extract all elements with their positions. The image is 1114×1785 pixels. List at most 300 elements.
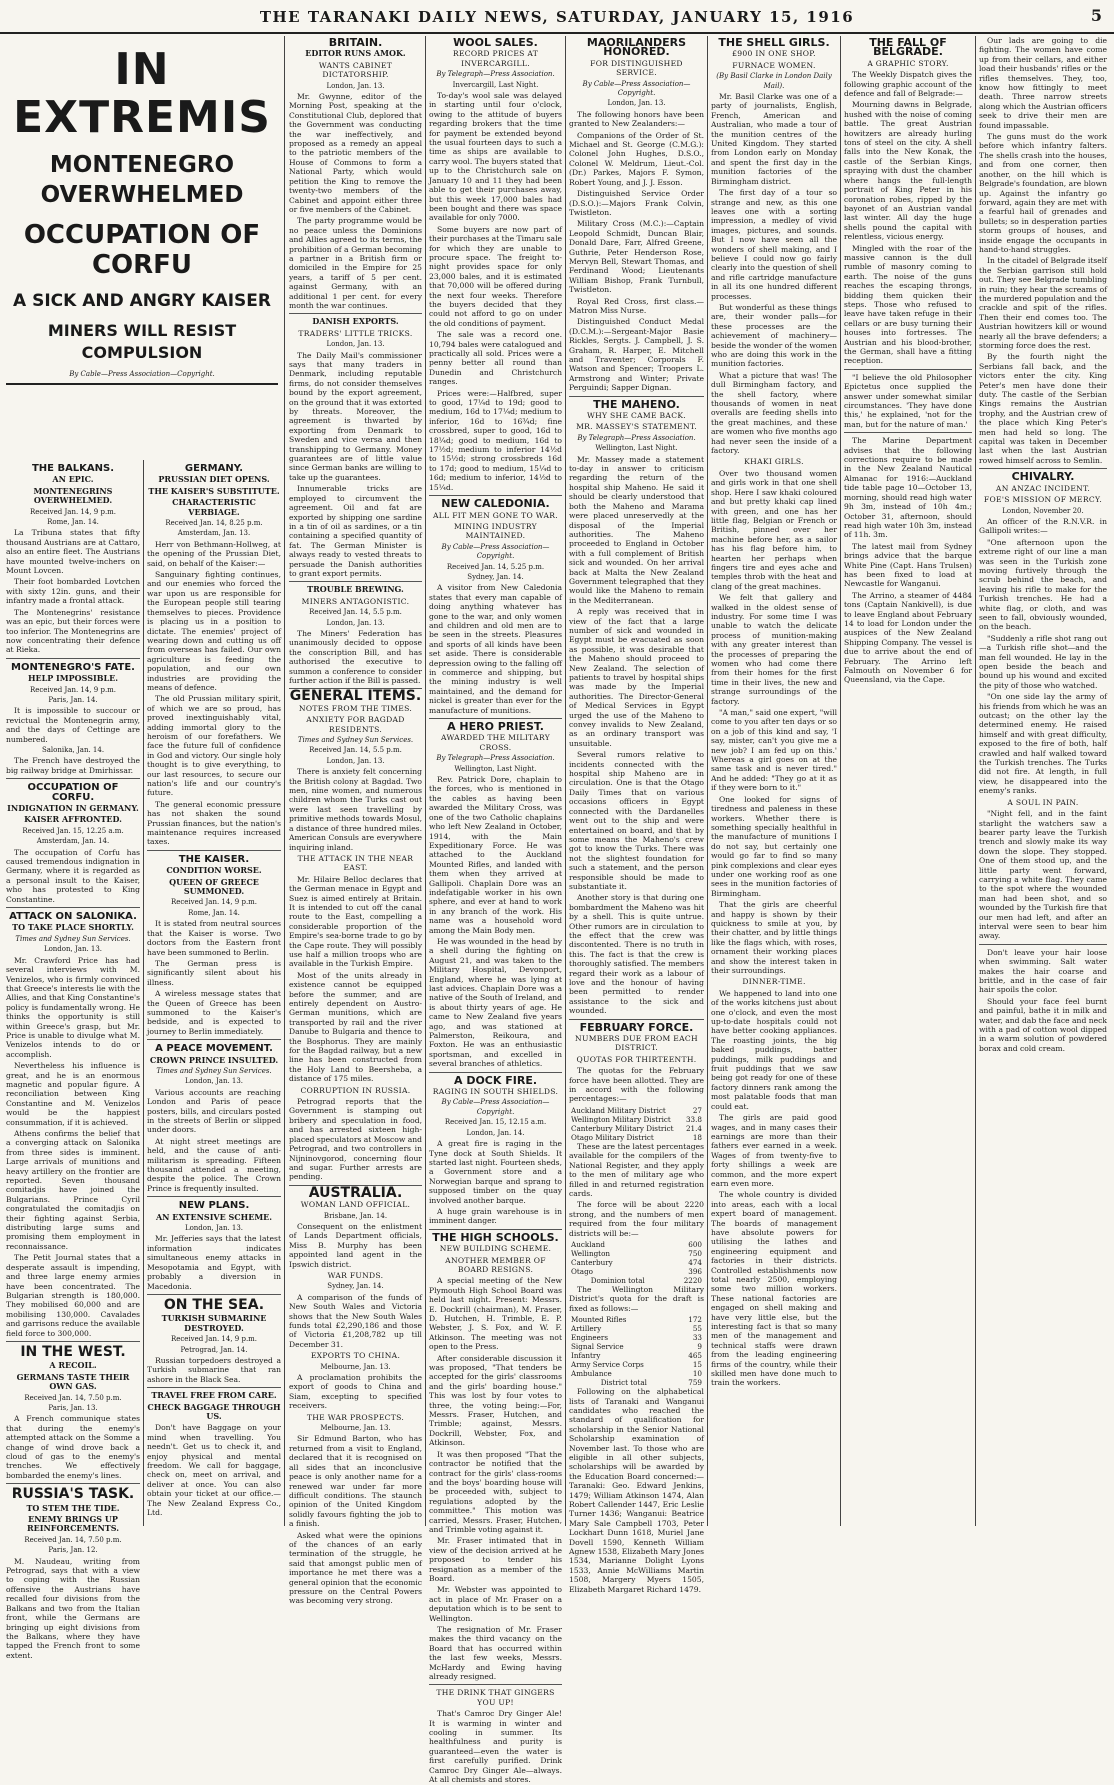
column-1a-balkans [6, 460, 140, 1660]
paragraph: The whole country is divided into areas, each with a local expert board of management. The boards of management have absolute powers for utilising the lathes and engineering equipment and factories in their districts. Controlled establishments now total nearly 2500, employing some two million workers. These national factories are engaged on shell making and have very little else, but the interesting fact is that so many men of the management and technical staffs were drawn from the leading engineering firms of the country, while their skilled men have done much to train the workers. [711, 1190, 837, 1388]
table-row [569, 1240, 704, 1249]
column-rule [284, 36, 285, 1526]
column-1b-germany [147, 460, 281, 1526]
paragraph: The resignation of Mr. Fraser makes the third vacancy on the Board that has occurred within the last few weeks, Messrs. McHardy and Ewing having already resigned. [429, 1625, 562, 1682]
subhead: PRUSSIAN DIET OPENS. [158, 474, 270, 485]
paragraph: The old Prussian military spirit, of which we are so proud, has proved inextinguishably vital, adding immortal glory to the heroism of our forefathers. We face the future full of confidence in God and victory. Our single holy thought is to give everything, to our last resources, to secure our nation's life and our country's future. [147, 694, 281, 798]
paragraph: "Suddenly a rifle shot rang out—a Turkish rifle shot—and the man fell wounded. He lay in the open beside the beach and bound up his wound and excited the pity of those who watched. [979, 633, 1107, 690]
subhead: EXPORTS TO CHINA. [310, 1351, 401, 1361]
paragraph: It is impossible to succour or revictual the Montenegrin army, and the days of Cettinge are numbered. [6, 706, 140, 744]
dateline: Sydney, Jan. 14. [327, 1282, 384, 1291]
dateline: London, Jan. 13. [184, 1224, 244, 1233]
belgrade-heading: THE FALL OF BELGRADE. [869, 36, 947, 59]
table-cell: 27 [692, 1105, 702, 1115]
table-row [569, 1360, 704, 1369]
paragraph: But wonderful as these things are, their wonder palls—for these processes are the achievement of machinery—beside the wonder of the women who are doing this work in the munition factories. [711, 302, 837, 369]
dateline: Rome, Jan. 14. [188, 908, 240, 917]
table-cell: 18 [692, 1132, 702, 1142]
table-cell: Wellington [571, 1248, 611, 1258]
paragraph: The Marine Department advises that the following corrections require to be made in the New Zealand Nautical Almanac for 1916:—Auckland tide table page 10—October 13, morning, should read high water 9h 3m, instead of 10h 4m.; October 31, afternoon, should read high water 10h 3m, instead of 11h. 3m. [844, 436, 972, 540]
dateline: Melbourne, Jan. 13. [320, 1424, 391, 1433]
column-2 [289, 36, 423, 1606]
paragraph: Distinguished Service Order (D.S.O.):—Majors Frank Colvin, Twistleton. [569, 189, 704, 217]
section-heading: RUSSIA'S TASK. [11, 1486, 135, 1503]
paragraph: In the citadel of Belgrade itself the Serbian garrison still hold out. They see Belgrade tumbling in ruin; they hear the screams of the murdered population and the crackle and spit of the rifles. Then their end comes too. The Austrian howitzers kill or wound nearly all the brave defenders; a storming force does the rest. [979, 256, 1107, 350]
dateline: Amsterdam, Jan. 13. [177, 529, 251, 538]
paragraph: The force will be about 2220 strong, and the numbers of men required from the four military districts will be:— [569, 1200, 704, 1238]
subhead: AN EXTENSIVE SCHEME. [155, 1211, 273, 1222]
paragraph: Petrograd reports that the Government is stamping out bribery and speculation in food, and has arrested sixteen high-placed speculators at Moscow and Petrograd, and two controllers in Nijninovgorod, concerning flour and sugar. Further arrests are pending. [289, 1097, 423, 1182]
divider [979, 944, 1107, 945]
paragraph: The girls are paid good wages, and in many cases their earnings are more than their fathers ever earned in a week. Wages of from twenty-five to forty shillings a week are common, and the more expert earn even more. [711, 1113, 837, 1188]
table-row [569, 1315, 704, 1324]
subhead: FOE'S MISSION OF MERCY. [983, 495, 1103, 505]
subhead: ENEMY BRINGS UP REINFORCEMENTS. [26, 1514, 120, 1534]
table-cell: 9 [697, 1342, 702, 1352]
section-heading: MONTENEGRO'S FATE. [11, 661, 135, 673]
dateline: Paris, Jan. 12. [48, 1546, 98, 1555]
paragraph: A huge grain warehouse is in imminent danger. [429, 1206, 562, 1226]
paragraph: It was then proposed "That the contractor be notified that the contract for the girls' class-rooms and the boys' boarding house will be proceeded with, subject to regulations adopted by the committee." This motion was carried, Messrs. Fraser, Hutchen, and Trimble voting against it. [429, 1449, 562, 1534]
paragraph: We happened to land into one of the works kitchens just about one o'clock, and even the most up-to-date hospitals could not have better cooking appliances. The roasting joints, the big baked puddings, batter puddings, milk puddings and fruit puddings that we saw being got ready for one of these factory dinners rank among the most palatable foods that man could eat. [711, 988, 837, 1111]
lead-headline-5: MINERS WILL RESIST COMPULSION [47, 321, 237, 362]
table-cell: 2220 [683, 1275, 702, 1285]
column-rule [565, 36, 566, 1526]
paragraph: There is anxiety felt concerning the British colony at Bagdad. Two men, nine women, and numerous children whom the Turks cast out were last seen travelling by primitive methods towards Mosul, a distance of three hundred miles. American Consuls are everywhere inquiring inland. [289, 767, 422, 852]
subhead: MR. MASSEY'S STATEMENT. [576, 422, 697, 432]
paragraph: A French communique states that during the enemy's attempted attack on the Somme a change of wind drove back a cloud of gas to the enemy's trenches. We effectively bombarded the enemy's lines. [6, 1414, 140, 1480]
paragraph: "I believe the old Philosopher Epictetus once supplied the answer under somewhat similar circumstances. 'They have done this,' he explained, 'not for the man, but for the nature of man.' [844, 372, 972, 429]
divider [429, 495, 562, 496]
dateline: London, Jan. 13. [326, 340, 385, 349]
paragraph: These are the latest percentages available for the compilers of the National Register, and they apply to the men of military age who filled in and returned registration cards. [569, 1141, 704, 1198]
paragraph: The Petit Journal states that a desperate assault is impending, and three large enemy armies have been concentrated. The Bulgarian strength is 180,000. They mobilised 60,000 and are mobilising 130,000. Cavalades and garrisons reduce the available field force to 300,000. [6, 1253, 140, 1338]
subhead: NOTES FROM THE TIMES. [298, 703, 413, 713]
table-cell: Engineers [571, 1333, 609, 1343]
subhead: TO STEM THE TIDE. [26, 1502, 120, 1513]
paragraph: Mr. Jefferies says that the latest information indicates simultaneous enemy attacks in Mesopotamia and Egypt, with probably a diversion in Macedonia. [147, 1234, 281, 1291]
subhead: TO TAKE PLACE SHORTLY. [12, 922, 134, 933]
dateline: London, Jan. 13. [607, 99, 666, 108]
paragraph: Mr. Fraser intimated that in view of the decision arrived at he proposed to tender his resignation as a member of the Board. [429, 1536, 562, 1583]
table-row [569, 1369, 704, 1378]
divider [844, 432, 972, 433]
paragraph: The German press is significantly silent about his illness. [147, 958, 281, 987]
column-3 [429, 36, 563, 1785]
table-cell: Infantry [571, 1351, 601, 1361]
table-row [569, 1267, 704, 1276]
subhead: NEW BUILDING SCHEME. [439, 1244, 552, 1254]
section-heading: A HERO PRIEST. [447, 720, 544, 734]
paragraph: One looked for signs of tiredness and paleness in these workers. Whether there is something specially healthful in the manufacture of munitions I do not say, but certainly one would go far to find so many pink complexions and clear eyes under one working roof as one sees in the munition factories of Birmingham. [711, 794, 837, 898]
paragraph: Asked what were the opinions of the chances of an early termination of the struggle, he said that amongst public men of importance he met there was a general opinion that the economic pressure on the Central Powers was becoming very strong. [289, 1530, 422, 1606]
table-row [569, 1333, 704, 1342]
paragraph: That the girls are cheerful and happy is shown by their quickness to smile at you, by their chatter, and by little things like the flags which, with roses, ornament their working places and show the interest taken in their surroundings. [711, 900, 837, 975]
subhead: THE ATTACK IN THE NEAR EAST. [297, 853, 414, 873]
paragraph: Sir Edmund Barton, who has returned from a visit to England, declared that it is recognised on all sides that an inconclusive peace is only another name for a renewed war under far more difficult conditions. The staunch opinion of the United Kingdom solidly favours fighting the job to a finish. [289, 1434, 422, 1529]
maorilanders-heading: MAORILANDERS HONORED. [586, 36, 687, 59]
paragraph: Following on the alphabetical lists of Taranaki and Wanganui candidates who reached the standard of qualification for scholarship in the Senior National Scholarship examination of November last. To those who are eligible in all other subjects, scholarships will be awarded by the Education Board concerned:—Taranaki: Geo. Edward Jenkins, 1479; William Atkinson 1474, Alan Robert Callender 1447, Eric Leslie Turner 1436; Wanganui: Beatrice Mary Sale Campbell 1703, Peter Lockhart Dunn 1618, Muriel Jane Dovell 1590, Kenneth William Agnew 1538, Elizabeth Mary Jones 1534, Marianne Dolight Lyons 1533, Annie McWilliams Martin 1508, Margery Myers 1505, Elizabeth Margaret Richard 1479. [569, 1387, 704, 1594]
paragraph: An officer of the R.N.V.R. in Gallipoli writes:— [979, 516, 1107, 536]
subhead: CONDITION WORSE. [166, 865, 262, 876]
shell-girls-heading: THE SHELL GIRLS. [718, 36, 830, 49]
dateline: Wellington, Last Night. [454, 764, 537, 773]
paragraph: Mr. Crawford Price has had several interviews with M. Venizelos, who is firmly convinced that Greece's interests lie with the Allies, and that King Constantine's policy is fundamentally wrong. He thinks the opportunity is still within Greece's grasp, but Mr. Price is unable to divulge what M. Venizelos intends to do or accomplish. [6, 955, 140, 1059]
divider [289, 581, 422, 582]
advertisement: Don't have Baggage on your mind when travelling. You needn't. Get us to check it, and enjoy physical and mental freedom. We call for baggage, check on, meet on arrival, and deliver at once. You can also obtain your ticket at our office.—The New Zealand Express Co., Ltd. [147, 1423, 281, 1518]
paragraph: Companions of the Order of St. Michael and St. George (C.M.G.): Colonel John Hughes, D.S.O., Colonel W. Meldrum, Lieut.-Col. (Dr.) Parkes, Majors F. Symon, Robert Young, and J. J. Esson. [569, 130, 704, 187]
subhead: WANTS CABINET DICTATORSHIP. [318, 60, 393, 80]
subhead: DINNER-TIME. [742, 977, 806, 987]
paragraph: It is stated from neutral sources that the Kaiser is worse. Two doctors from the Eastern front have been summoned to Berlin. [147, 919, 281, 957]
byline: Times and Sydney Sun Services. [15, 934, 131, 943]
divider [147, 1196, 281, 1197]
subhead: MINERS ANTAGONISTIC. [301, 596, 410, 606]
table-cell: 396 [688, 1266, 702, 1276]
subhead: A SOUL IN PAIN. [1007, 797, 1079, 807]
paragraph: A reply was received that in view of the fact that a large number of sick and wounded in Egypt must be evacuated as soon as possible, it was desirable that the Maheno should proceed to New Zealand. The selection of patients to travel by hospital ships was made by the Imperial authorities. The Director-General of Medical Services in Egypt urged the use of the Maheno to convey invalids to New Zealand, as an ordinary transport was unsuitable. [569, 607, 704, 748]
subhead: KHAKI GIRLS. [744, 457, 804, 467]
paragraph: The quotas for the February force have been allotted. They are in accord with the following percentages:— [569, 1066, 704, 1104]
paragraph: La Tribuna states that fifty thousand Austrians are at Cattaro, also an entire fleet. The Austrians have mounted twelve-inchers on Mount Lovcen. [6, 528, 140, 576]
column-7 [979, 36, 1107, 1526]
divider [429, 718, 562, 719]
divider [569, 396, 704, 397]
paragraph: The Montenegrins' resistance was an epic, but their forces were too inferior. The Montenegrins are now concentrating their defence at Rieka. [6, 607, 140, 655]
divider [844, 369, 972, 370]
table-cell: 21.4 [685, 1123, 702, 1133]
table-row [569, 1106, 704, 1115]
subhead: MINING INDUSTRY MAINTAINED. [454, 521, 537, 541]
byline: By Cable—Press Association—Copyright. [582, 79, 691, 98]
table-total-row [569, 1378, 704, 1387]
section-heading: THE KAISER. [178, 853, 250, 865]
table-row [569, 1351, 704, 1360]
paragraph: Russian torpedoers destroyed a Turkish submarine that ran ashore in the Black Sea. [147, 1355, 281, 1384]
paragraph: Royal Red Cross, first class.—Matron Miss Nurse. [569, 296, 704, 315]
subhead: ALL FIT MEN GONE TO WAR. [433, 510, 558, 520]
column-rule [425, 36, 426, 1526]
subhead: £900 IN ONE SHOP. [732, 49, 816, 59]
paragraph: Mourning dawns in Belgrade, hushed with the noise of coming battle. The great Austrian howitzers are already hurling tons of steel on the city. A shell falls into the New Konak, the castle of the Serbian Kings, spraying with dust the chamber where hangs the full-length portrait of King Peter in his coronation robes, ripped by the bayonet of an Austrian vandal last winter. All day the huge shells pound the capital with relentless, vicious energy. [844, 100, 972, 242]
section-heading: THE MAHENO. [593, 397, 680, 411]
byline: Times and Sydney Sun Services. [156, 1066, 272, 1075]
dateline: Received Jan. 14, 9 p.m. [29, 685, 117, 694]
paragraph: Prices were:—Halfbred, super to good, 17¼d to 19d; good to medium, 16d to 17¼d; medium to inferior, 16d to 16¾d; fine crossbred, super to good, 16d to 18¼d; good to medium, 16d to 17½d; medium to inferior 14½d to 15½d; strong crossbreds 16d to 17d; good to medium, 15¼d to 16d; medium to inferior, 14½d to 15¼d. [429, 388, 562, 492]
table-row [569, 1249, 704, 1258]
column-rule [143, 460, 144, 1526]
table-cell: District total [600, 1378, 647, 1388]
paragraph: At night street meetings are held, and the cause of anti-militarism is spreading. Fifteen thousand attended a meeting, despite the police. The Crown Prince is frequently insulted. [147, 1136, 281, 1193]
subhead: GERMANS TASTE THEIR OWN GAS. [16, 1371, 130, 1392]
paragraph: He was wounded in the head by a shell during the fighting on August 21, and was taken to the Military Hospital, Devonport, England, where he was lying at last advices. Chaplain Dore was a native of the South of Ireland, and is about thirty years of age. He came to New Zealand five years ago, and was stationed at Palmerston, Reikoura, and Foxton. He was an enthusiastic sportsman, and excelled in several branches of athletics. [429, 936, 562, 1069]
table-cell: 465 [688, 1351, 702, 1361]
divider [289, 313, 422, 314]
dateline: Invercargill, Last Night. [452, 80, 539, 89]
lead-headline-3: OCCUPATION OF CORFU [23, 220, 261, 280]
paragraph: Mr. Basil Clarke was one of a party of journalists, English, French, American and Australian, who made a tour of the munition centres of the United Kingdom. They started from London early on Monday and spent the first day in the munition factories of the Birmingham district. [711, 92, 837, 186]
dateline: London, Jan. 13. [326, 81, 385, 90]
dateline: Melbourne, Jan. 13. [320, 1362, 391, 1371]
subhead: QUEEN OF GREECE SUMMONED. [169, 876, 259, 897]
subhead: NUMBERS DUE FROM EACH DISTRICT. [575, 1034, 698, 1053]
paragraph: Distinguished Conduct Medal (D.C.M.):—Sergeant-Major Basie Rickles, Sergts. J. Campbell, J. S. Graham, R. Harper, E. Mitchell and Traventer; Corporals F. Watson and Spencer; Troopers L. Armstrong and Winter; Private Perguindi; Sapper Dignan. [569, 317, 704, 393]
subhead: A GRAPHIC STORY. [867, 58, 949, 68]
dateline: London, November 20. [1002, 506, 1084, 515]
paragraph: Various accounts are reaching London and Paris of peace posters, bills, and circulars posted in the streets of Berlin or slipped under doors. [147, 1087, 281, 1135]
paragraph: Mr. Hilaire Belloc declares that the German menace in Egypt and Suez is aimed entirely at Britain. It is intended to cut off the canal route to the East, compelling a considerable proportion of the Empire's sea-borne trade to go by the Cape route. They will possibly use half a million troops who are available in the Turkish Empire. [289, 874, 422, 969]
germany-heading: GERMANY. [184, 463, 244, 474]
section-heading: IN THE WEST. [20, 1343, 126, 1360]
lead-byline: By Cable—Press Association—Copyright. [69, 370, 215, 378]
paragraph: Their foot bombarded Lovtchen with sixty 12in. guns, and their infantry made a frontal attack. [6, 577, 140, 606]
dateline: Salonika, Jan. 14. [41, 745, 105, 754]
dateline: Sydney, Jan. 14. [467, 572, 524, 581]
table-cell: 600 [688, 1239, 702, 1249]
dateline: London, Jan. 13. [43, 945, 103, 954]
section-heading: ATTACK ON SALONIKA. [9, 911, 137, 923]
subhead: THE WAR PROSPECTS. [306, 1412, 405, 1422]
byline: By Telegraph—Press Association. [577, 433, 696, 442]
paragraph: The occupation of Corfu has caused tremendous indignation in Germany, where it is regarded as a personal insult to the Kaiser, who has protested to King Constantine. [6, 847, 140, 904]
section-heading: THE HIGH SCHOOLS. [432, 1230, 559, 1244]
advertisement: That's Camroc Dry Ginger Ale! It is warming in winter and cooling in summer. Its healthfulness and purity is guaranteed—even the water is first carefully purified. Drink Camroc Dry Ginger Ale—always. At all chemists and stores. [429, 1709, 562, 1785]
column-5 [711, 36, 837, 1526]
table-cell: 15 [692, 1360, 702, 1370]
table-cell: Auckland [571, 1239, 606, 1249]
divider [429, 1229, 562, 1230]
divider [147, 1294, 281, 1295]
paragraph: Several rumors relative to incidents connected with the hospital ship Maheno are in circulation. One is that the Otago Daily Times that on various occasions officers in Egypt connected with the Dardanelles went out to the ship and were entertained on board, and that by some means the Maheno's crew got to know the Turks. There was not the slightest foundation for such a statement, and the person responsible should be made to substantiate it. [569, 750, 704, 891]
balkans-subhead: MONTENEGRINS OVERWHELMED. [33, 485, 113, 506]
table-cell: Mounted Rifles [571, 1315, 627, 1325]
paragraph: Some buyers are now part of their purchases at the Timaru sale for which they are unable to procure space. The freight to-night provides space for only 23,000 bales, and it is estimated that 70,000 will be offered during the next four weeks. Therefore the buyers decided that they could not afford to go on under the old conditions of payment. [429, 224, 563, 328]
subhead: RAGING IN SOUTH SHIELDS. [432, 1087, 559, 1097]
paragraph: To-day's wool sale was delayed in starting until four o'clock, owing to the attitude of buyers regarding brokers that the time for payment be extended beyond the usual fourteen days to such a time as ships are available to carry wool. The buyers stated that up to the Christchurch sale on January 10 and 11 they had been able to get their purchases away, but this week 17,000 bales had been bought and there was space available for only 7000. [429, 91, 562, 223]
paragraph: A great fire is raging in the Tyne dock at South Shields. It started last night. Fourteen sheds, a Government store and a Norwegian barque and sprang to supposed timber on the quay involved another barque. [429, 1139, 562, 1205]
table-cell: 750 [688, 1248, 702, 1258]
divider [6, 907, 140, 908]
divider [147, 850, 281, 851]
paragraph: Athens confirms the belief that a converging attack on Salonika from three sides is imminent. Large arrivals of munitions and heavy artillery on the frontier are reported. Seven thousand comitadjis have joined the Bulgarians. Prince Cyril congratulated the comitadjis on their fighting against Serbia, distributing large sums and promising them employment in reconnaissance. [6, 1129, 140, 1251]
dateline: Received Jan. 14, 9 p.m. [29, 507, 117, 516]
dateline: Brisbane, Jan. 14. [323, 1211, 388, 1220]
table-cell: Otago [571, 1266, 593, 1276]
dateline: Received Jan. 14, 5.25 p.m. [446, 562, 545, 571]
table-cell: Artillery [571, 1324, 602, 1334]
paragraph: The latest mail from Sydney brings advice that the barque White Pine (Capt. Hans Trulsen) has been fixed to load at Newcastle for Wanganui. [844, 541, 972, 589]
paragraph: The Weekly Dispatch gives the following graphic account of the defence and fall of Belgrade:— [844, 70, 972, 99]
subhead: CORRUPTION IN RUSSIA. [300, 1085, 411, 1095]
dateline: London, Jan. 13. [326, 618, 385, 627]
subhead: AN ANZAC INCIDENT. [995, 483, 1091, 493]
table-cell: Canterbury Military District [571, 1123, 674, 1133]
lead-headline-4: A SICK AND ANGRY KAISER [13, 291, 271, 311]
section-heading: A DOCK FIRE. [453, 1073, 538, 1087]
divider [6, 658, 140, 659]
table-cell: 759 [688, 1378, 702, 1388]
dateline: Petrograd, Jan. 14. [180, 1345, 248, 1354]
paragraph: Don't leave your hair loose when swimming. Salt water makes the hair coarse and brittle, and in the case of fair hair spoils the color. [979, 947, 1107, 995]
subhead: FURNACE WOMEN. [732, 60, 816, 70]
section-heading: AUSTRALIA. [308, 1184, 403, 1201]
subhead: QUOTAS FOR THIRTEENTH. [576, 1054, 697, 1064]
divider [429, 1072, 562, 1073]
subhead: THE KAISER'S SUBSTITUTE. [148, 485, 280, 496]
table-cell: 33.8 [685, 1114, 702, 1124]
dateline: Received Jan. 15, 12.15 a.m. [444, 1118, 547, 1127]
paragraph: What a picture that was! The dull Birmingham factory, and the shell factory, where thousands of women in neat overalls are feeding shells into the great machines, and these are women who five months ago had never seen the inside of a factory. [711, 370, 837, 456]
paragraph: A visitor from New Caledonia states that every man capable of doing anything whatever has gone to the war, and only women and children and old men are to be seen in the streets. Pleasures and sports of all kinds have been set aside. There is considerable depression owing to the falling off in commerce and shipping, but the mining industry is well maintained, and the demand for nickel is greater than ever for the manufacture of munitions. [429, 583, 562, 715]
subhead: FOR DISTINGUISHED SERVICE. [590, 58, 683, 78]
paragraph: The following honors have been granted to New Zealanders:— [569, 109, 704, 129]
subhead: RECORD PRICES AT INVERCARGILL. [452, 49, 539, 68]
subhead: TRADERS' LITTLE TRICKS. [298, 328, 413, 338]
paragraph: Mr. Gwynne, editor of the Morning Post, speaking at the Constitutional Club, deplored that the Government was conducting the war ineffectively, and proposed as a remedy an appeal to the patriotic members of the House of Commons to form a National Party, which would petition the King to remove the twenty-two members of the Cabinet and appoint either three or five members of the Cabinet. [289, 92, 422, 214]
lead-headline-2: MONTENEGRO OVERWHELMED [40, 152, 244, 208]
paragraph: A special meeting of the New Plymouth High School Board was held last night. Present: Messrs. E. Dockrill (chairman), M. Fraser, D. Hutchen, H. Trimble, E. P. Webster, J. S. Fox, and W. F. Atkinson. The meeting was not open to the Press. [429, 1276, 562, 1352]
section-heading: A PEACE MOVEMENT. [155, 1043, 273, 1055]
paragraph: Innumerable tricks are employed to circumvent the agreement. Oil and fat are exported by shipping one sardine in a tin of oil as sardines, or a tin containing a specified quantity of fat. The German Minister is always ready to vested threats to persuade the Danish authorities to grant export permits. [289, 484, 422, 578]
dateline: Received Jan. 14, 5.5 p.m. [309, 746, 402, 755]
dateline: Paris, Jan. 14. [48, 695, 98, 704]
dateline: Received Jan. 14, 9 p.m. [170, 1335, 258, 1344]
divider [6, 383, 278, 385]
column-rule [707, 36, 708, 1526]
paragraph: Most of the units already in existence cannot be equipped before the summer, and are entirely dependent on Austro-German munitions, which are transported by rail and the river Danube to Bulgaria and thence to the Bosphorus. They are mainly for the Bagdad railway, but a new line has been constructed from the Holy Land to Beersheba, a distance of 175 miles. [289, 970, 422, 1084]
section-heading: CHIVALRY. [1011, 470, 1075, 484]
dateline: Received Jan. 14, 8.25 p.m. [165, 519, 263, 528]
balkans-heading: THE BALKANS. [31, 463, 115, 474]
subhead: ANOTHER MEMBER OF BOARD RESIGNS. [445, 1255, 546, 1274]
paragraph: A proclamation prohibits the export of goods to China and Siam, excepting to specified receivers. [289, 1373, 422, 1411]
district-numbers-table [569, 1240, 704, 1285]
paragraph: Should your face feel burnt and painful, bathe it in milk and water, and dab the face and neck with a pad of cotton wool dipped in a warm solution of powdered borax and cold cream. [979, 996, 1107, 1053]
table-row [569, 1342, 704, 1351]
paragraph: Over two thousand women and girls work in that one shell shop. Here I saw khaki coloured and but pretty khaki cap lined with green, and one has her little flag, Belgian or French or British, pinned over her machine before her, as a sailor has his flag before him, to hearten her perhaps when fingers tire and eyes ache and temples throb with the heat and clang of the great machines. [711, 468, 837, 591]
table-row [569, 1124, 704, 1133]
byline: (By Basil Clarke in London Daily Mail). [716, 72, 832, 90]
divider [6, 1483, 140, 1484]
byline: Times and Sydney Sun Services. [297, 736, 414, 745]
table-row [569, 1324, 704, 1333]
table-row [569, 1258, 704, 1267]
dateline: London, Jan. 14. [466, 1128, 525, 1137]
paragraph: The first day of a tour so strange and new, as this one leaves one with a sorting impression, a medley of vivid images, pictures, and sounds. But I now have seen all the wonders of shell making, and I believe I could now go fairly clearly into the question of shell and rifle cartridge manufacture in all its one hundred different processes. [711, 188, 837, 301]
dateline: London, Jan. 13. [184, 1077, 244, 1086]
divider [6, 778, 140, 779]
divider [147, 1387, 281, 1388]
divider [979, 468, 1107, 469]
section-heading: NEW CALEDONIA. [441, 497, 550, 511]
section-heading: ON THE SEA. [163, 1296, 265, 1313]
paragraph: The general economic pressure has not shaken the sound Prussian finances, but the nation's maintenance requires increased taxes. [147, 799, 281, 847]
section-heading: NEW PLANS. [178, 1200, 250, 1212]
table-cell: 172 [688, 1315, 702, 1325]
page-number: 5 [1090, 6, 1102, 25]
dateline: Received Jan. 14, 5.5 p.m. [309, 608, 402, 617]
section-heading: FEBRUARY FORCE. [579, 1020, 694, 1034]
section-heading: DANISH EXPORTS. [312, 316, 399, 327]
divider [569, 1019, 704, 1020]
table-cell: Otago Military District [571, 1132, 654, 1142]
wellington-quota-table [569, 1315, 704, 1387]
paragraph: The Miners' Federation has unanimously decided to oppose the conscription Bill, and has authorised the executive to summon a conference to consider further action if the Bill is passed. [289, 628, 422, 685]
subhead: EDITOR RUNS AMOK. [305, 48, 406, 59]
paragraph: M. Naudeau, writing from Petrograd, says that with a view to coping with the Russian offensive the Austrians have recalled four divisions from the Balkans and two from the Italian front, while the Germans are bringing up eight divisions from the Balkans, where they have tapped the French front to some extent. [6, 1556, 140, 1660]
masthead [0, 0, 1114, 34]
table-cell: Dominion total [590, 1275, 645, 1285]
dateline: Paris, Jan. 13. [48, 1403, 98, 1412]
paragraph: After considerable discussion it was proposed, "That tenders be accepted for the girls' classrooms and the girls' boarding house." This was lost by four votes to three, the voting being:—For, Messrs. Fraser, Hutchen, and Trimble; against, Messrs. Dockrill, Webster, Fox, and Atkinson. [429, 1353, 562, 1448]
quota-percentages-table [569, 1106, 704, 1142]
subhead: INDIGNATION IN GERMANY. [7, 803, 139, 813]
dateline: Rome, Jan. 14. [47, 518, 99, 527]
divider [147, 1039, 281, 1040]
paragraph: A comparison of the funds of New South Wales and Victoria shows that the New South Wales funds total £2,290,186 and those of Victoria £1,208,782 up till December 31. [289, 1292, 422, 1349]
subhead: WAR FUNDS. [327, 1270, 384, 1280]
subhead: A RECOIL. [49, 1360, 97, 1371]
dateline: Amsterdam, Jan. 14. [36, 837, 110, 846]
table-total-row [569, 1276, 704, 1285]
paragraph: "On one side lay the army of his friends from which he was an outcast; on the other lay the determined enemy. He raised himself and with great difficulty, exposed to the fire of both, half crawled and half walked toward the Turkish trenches. The Turks did not fire. At length, in full view, he disappeared into the enemy's ranks. [979, 692, 1107, 796]
ad-subhead: CHECK BAGGAGE THROUGH US. [147, 1401, 281, 1421]
paragraph: We felt that gallery and walked in the oldest sense of industry. For some time I was unable to watch the delicate process of munition-making with any greater interest than the processes of preparing the women who had come there from their homes for the first time in their lives, the new and strange surroundings of the factory. [711, 593, 837, 706]
column-rule [840, 36, 841, 1526]
lead-headline-1: IN EXTREMIS [13, 44, 271, 143]
paragraph: Our lads are going to die fighting. The women have come up from their cellars, and either load their husbands' rifles or the rifles themselves. They, too, know how fittingly to meet death. Three narrow streets along which the Austrian officers seek to drive their men are found impassable. [979, 36, 1107, 130]
table-cell: 33 [692, 1333, 702, 1343]
dateline: London, Jan. 13. [326, 756, 385, 765]
newspaper-title: THE TARANAKI DAILY NEWS, SATURDAY, JANUARY 15, 1916 [259, 8, 855, 26]
section-heading: OCCUPATION OF CORFU. [27, 782, 119, 803]
dateline: Received Jan. 14, 9 p.m. [170, 898, 258, 907]
subhead: ANXIETY FOR BAGDAD RESIDENTS. [306, 715, 405, 734]
paragraph: Mr. Massey made a statement to-day in answer to criticism regarding the return of the hospital ship Maheno. He said it should be clearly understood that both the Maheno and Marama were placed unreservedly at the disposal of the Imperial authorities. The Maheno proceeded to England in October with a full complement of British sick and wounded. On her arrival back at Malta the New Zealand Government telegraphed that they would like the Maheno to remain in the Mediterranean. [569, 454, 704, 605]
paragraph: "One afternoon upon the extreme right of our line a man was seen in the Turkish zone moving furtively through the scrub behind the beach, and leaving his rifle to make for the Turkish trenches. He had a white flag, or cloth, and was seen to fall, obviously wounded, on the beach. [979, 537, 1107, 632]
paragraph: Herr von Bethmann-Hollweg, at the opening of the Prussian Diet, said, on behalf of the Kaiser:— [147, 539, 281, 568]
table-cell: Wellington Military District [571, 1114, 671, 1124]
subhead: CROWN PRINCE INSULTED. [149, 1054, 279, 1065]
column-rule [975, 36, 976, 1526]
subhead: WHY SHE CAME BACK. [586, 411, 687, 421]
ad-heading: THE DRINK THAT GINGERS YOU UP! [436, 1688, 555, 1707]
table-row [569, 1133, 704, 1142]
byline: By Telegraph—Press Association. [436, 754, 555, 763]
divider [429, 1684, 562, 1685]
paragraph: The Wellington Military District's quota for the draft is fixed as follows:— [569, 1284, 704, 1313]
table-cell: 10 [692, 1369, 702, 1379]
table-row [569, 1115, 704, 1124]
table-cell: Army Service Corps [571, 1360, 644, 1370]
table-cell: 55 [692, 1324, 702, 1334]
paragraph: Sanguinary fighting continues, and our enemies who forced the war upon us are responsible for the European people still tearing themselves to pieces. Providence is placing us in a position to dictate. The enemies' project of wearing down and cutting us off from overseas has failed. Our own agriculture is feeding the population, and our own industries are providing the means of defence. [147, 570, 281, 692]
paragraph: A wireless message states that the Queen of Greece has been summoned to the Kaiser's bedside, and is expected to journey to Berlin immediately. [147, 989, 281, 1036]
table-cell: Signal Service [571, 1342, 624, 1352]
subhead: AWARDED THE MILITARY CROSS. [440, 733, 551, 752]
subhead: TURKISH SUBMARINE DESTROYED. [161, 1313, 267, 1333]
subhead: KAISER AFFRONTED. [24, 814, 122, 825]
ad-heading: TRAVEL FREE FROM CARE. [151, 1390, 277, 1401]
subhead: WOMAN LAND OFFICIAL. [300, 1200, 411, 1210]
column-4 [569, 36, 704, 1594]
wool-heading: WOOL SALES. [453, 36, 538, 49]
paragraph: The sale was a record one. 10,794 bales were catalogued and practically all sold. Prices were a penny better all round than Dunedin and Christchurch ranges. [429, 330, 562, 387]
paragraph: Mingled with the roar of the massive cannon is the dull rumble of masonry coming to earth. The noise of the guns reaches the escaping throngs, bidding them quicken their steps. Those who refused to leave have taken refuge in their cellars or are busy turning their houses into fortresses. The Austrian and his blood-brother, the German, shall have a fitting reception. [844, 243, 972, 366]
paragraph: The French have destroyed the big railway bridge at Dmirhissar. [6, 756, 140, 775]
table-cell: 474 [688, 1257, 702, 1267]
subhead: CHARACTERISTIC VERBIAGE. [172, 497, 256, 517]
